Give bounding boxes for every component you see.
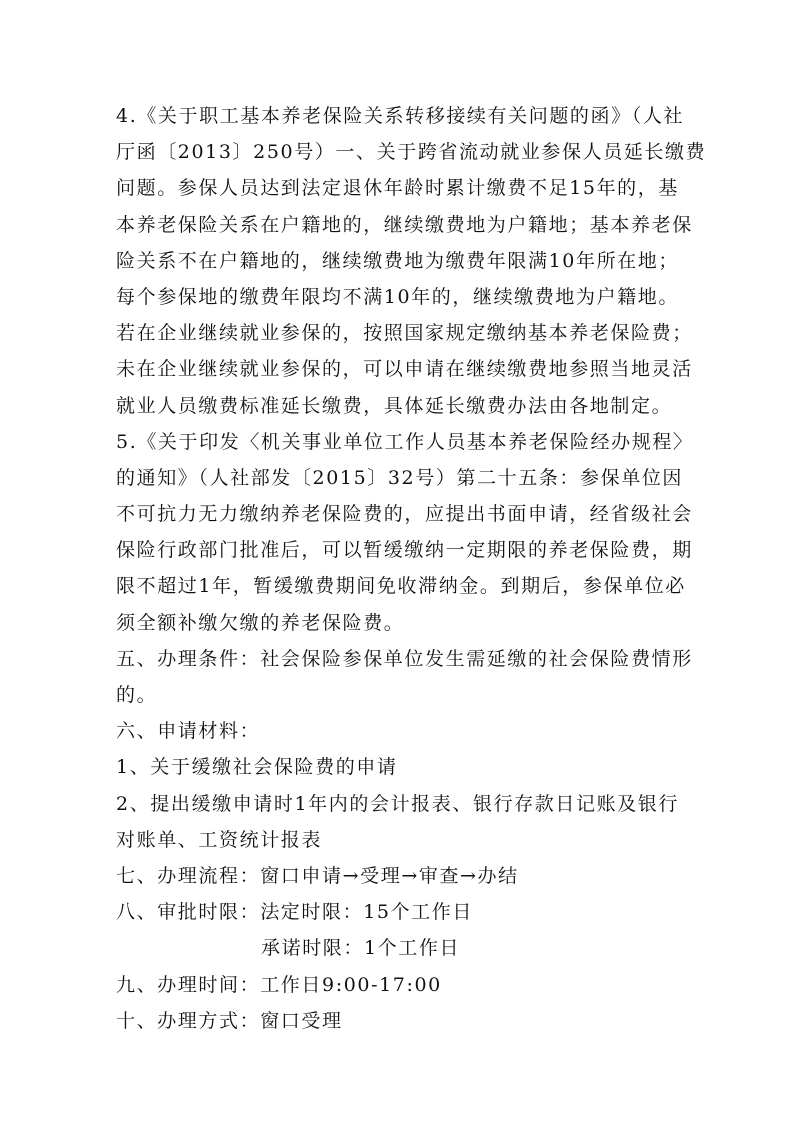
text-line: 承诺时限：1个工作日 bbox=[261, 937, 461, 960]
text-line: 本养老保险关系在户籍地的，继续缴费地为户籍地；基本养老保 bbox=[116, 213, 693, 236]
text-line: 对账单、工资统计报表 bbox=[116, 828, 323, 851]
text-line: 十、办理方式：窗口受理 bbox=[116, 1009, 343, 1032]
text-line: 问题。参保人员达到法定退休年龄时累计缴费不足15年的，基 bbox=[116, 177, 679, 200]
text-line: 八、审批时限：法定时限：15个工作日 bbox=[116, 901, 473, 924]
text-line: 1、关于缓缴社会保险费的申请 bbox=[116, 756, 398, 779]
text-line: 五、办理条件：社会保险参保单位发生需延缴的社会保险费情形 bbox=[116, 647, 693, 670]
text-line: 未在企业继续就业参保的，可以申请在继续缴费地参照当地灵活 bbox=[116, 358, 693, 381]
text-line: 每个参保地的缴费年限均不满10年的，继续缴费地为户籍地。 bbox=[116, 285, 679, 308]
text-line: 六、申请材料： bbox=[116, 720, 261, 743]
text-line: 的。 bbox=[116, 684, 158, 706]
text-line: 的通知》（人社部发〔2015〕32号）第二十五条：参保单位因 bbox=[116, 466, 684, 489]
text-line: 2、提出缓缴申请时1年内的会计报表、银行存款日记账及银行 bbox=[116, 792, 679, 815]
text-line: 4.《关于职工基本养老保险关系转移接续有关问题的函》（人社 bbox=[116, 105, 685, 127]
text-line: 5.《关于印发〈机关事业单位工作人员基本养老保险经办规程〉 bbox=[116, 430, 694, 453]
text-line: 七、办理流程：窗口申请→受理→审查→办结 bbox=[116, 864, 519, 887]
text-line: 若在企业继续就业参保的，按照国家规定缴纳基本养老保险费； bbox=[116, 322, 693, 345]
text-line: 九、办理时间：工作日9:00-17:00 bbox=[116, 973, 442, 996]
text-line: 不可抗力无力缴纳养老保险费的，应提出书面申请，经省级社会 bbox=[116, 503, 693, 526]
text-line: 限不超过1年，暂缓缴费期间免收滞纳金。到期后，参保单位必 bbox=[116, 575, 686, 598]
text-line: 须全额补缴欠缴的养老保险费。 bbox=[116, 611, 405, 634]
text-line: 厅函〔2013〕250号）一、关于跨省流动就业参保人员延长缴费 bbox=[116, 141, 707, 164]
text-line: 就业人员缴费标准延长缴费，具体延长缴费办法由各地制定。 bbox=[116, 394, 673, 417]
text-line: 保险行政部门批准后，可以暂缓缴纳一定期限的养老保险费，期 bbox=[116, 539, 693, 562]
text-line: 险关系不在户籍地的，继续缴费地为缴费年限满10年所在地； bbox=[116, 249, 679, 272]
